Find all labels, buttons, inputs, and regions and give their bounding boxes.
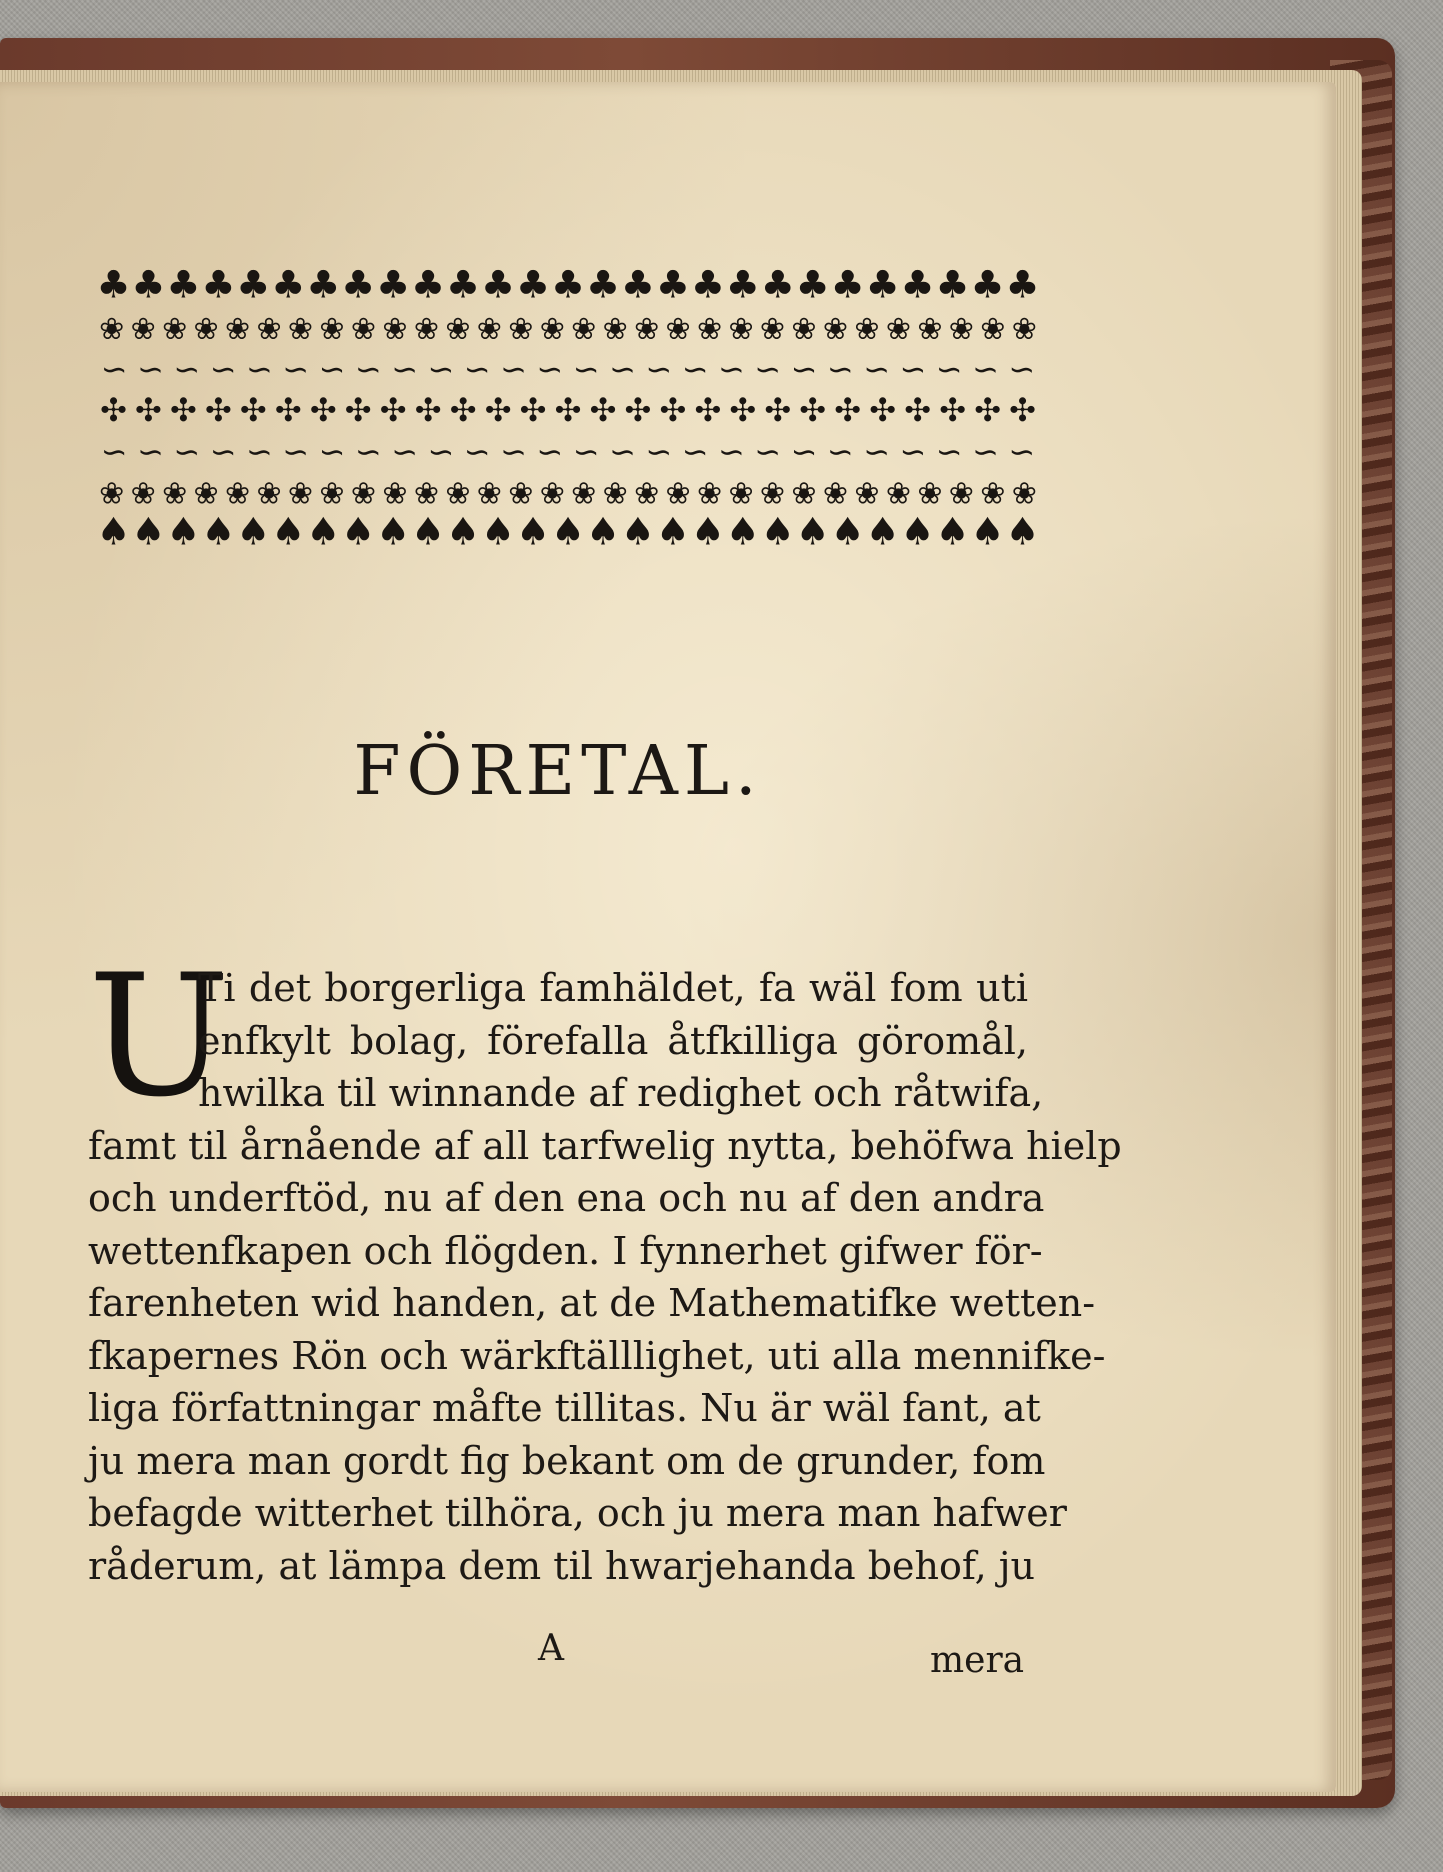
text-line: hwilka til winnande af redighet och råtwifa, (198, 1071, 1044, 1115)
fleuron-icon: ♠ (865, 509, 900, 552)
fleuron-icon: ❀ (413, 476, 439, 512)
fleuron-icon: ❀ (539, 476, 565, 512)
fleuron-icon: ❀ (287, 476, 314, 512)
fleuron-icon: ∽ (935, 432, 963, 471)
fleuron-icon: ❀ (917, 476, 943, 512)
fleuron-icon: ♠ (131, 509, 166, 552)
fleuron-icon: ✣ (589, 391, 617, 430)
fleuron-icon: ∽ (500, 350, 527, 388)
fleuron-icon: ∽ (972, 350, 999, 388)
fleuron-icon: ∽ (463, 350, 491, 388)
fleuron-icon: ❀ (571, 476, 597, 512)
drop-cap: U (88, 938, 230, 1134)
fleuron-icon: ❀ (791, 476, 817, 512)
fleuron-icon: ❀ (759, 311, 786, 347)
fleuron-icon: ❀ (665, 476, 691, 512)
text-line: befagde witterhet tilhöra, och ju mera man hafwer (88, 1491, 1067, 1535)
fleuron-icon: ❀ (382, 311, 408, 347)
fleuron-icon: ♠ (306, 509, 341, 552)
fleuron-icon: ❀ (350, 311, 377, 347)
fleuron-icon: ♠ (760, 509, 795, 552)
fleuron-icon: ✣ (694, 391, 722, 430)
text-line: fkapernes Rön och wärkftälllighet, uti alla mennifke- (88, 1333, 1106, 1378)
fleuron-icon: ∽ (137, 432, 164, 471)
fleuron-icon: ♠ (376, 509, 411, 552)
fleuron-icon: ❀ (193, 311, 219, 347)
fleuron-icon: ∽ (318, 432, 346, 471)
fleuron-icon: ✣ (169, 391, 197, 430)
text-line: och underftöd, nu af den ena och nu af den andra (88, 1176, 1045, 1220)
fleuron-icon: ∽ (717, 350, 745, 388)
fleuron-icon: ✣ (729, 391, 757, 430)
fleuron-icon: ♣ (236, 264, 271, 307)
fleuron-icon: ∽ (863, 432, 891, 471)
fleuron-icon: ∽ (100, 350, 128, 388)
fleuron-icon: ✣ (554, 391, 582, 430)
fleuron-icon: ∽ (935, 350, 963, 388)
fleuron-icon: ♣ (620, 264, 655, 307)
fleuron-icon: ✣ (764, 391, 792, 430)
fleuron-icon: ❀ (697, 311, 723, 347)
fleuron-icon: ❀ (980, 311, 1006, 347)
fleuron-icon: ✣ (939, 391, 967, 430)
fleuron-icon: ❀ (193, 476, 219, 512)
fleuron-icon: ♠ (481, 509, 516, 552)
fleuron-icon: ❀ (728, 311, 754, 347)
fleuron-icon: ∽ (100, 432, 128, 471)
fleuron-icon: ✣ (239, 391, 267, 430)
fleuron-icon: ♣ (481, 264, 516, 307)
fleuron-icon: ❀ (445, 311, 471, 347)
fleuron-icon: ♣ (585, 264, 621, 307)
text-line: famt til årnående af all tarfwelig nytta, behöfwa hielp (88, 1123, 1122, 1168)
fleuron-icon: ✣ (904, 391, 932, 430)
fleuron-icon: ∽ (245, 350, 273, 388)
fleuron-icon: ♠ (166, 509, 201, 552)
fleuron-icon: ∽ (209, 350, 237, 388)
fleuron-icon: ∽ (354, 350, 382, 388)
fleuron-icon: ∽ (754, 432, 782, 471)
fleuron-icon: ∽ (536, 432, 564, 471)
fleuron-icon: ∽ (1008, 350, 1036, 388)
fleuron-icon: ∽ (463, 432, 491, 471)
fleuron-icon: ♠ (655, 509, 690, 552)
fleuron-icon: ♣ (935, 264, 970, 307)
fleuron-icon: ♠ (585, 509, 621, 552)
fleuron-icon: ∽ (681, 350, 709, 388)
text-line: wettenfkapen och flögden. I fynnerhet gifwer för- (88, 1228, 1043, 1273)
fleuron-icon: ♣ (795, 264, 830, 307)
fleuron-icon: ❀ (225, 476, 251, 512)
fleuron-icon: ❀ (350, 476, 377, 512)
fleuron-icon: ✣ (484, 391, 512, 430)
fleuron-icon: ❀ (634, 476, 660, 512)
fleuron-icon: ✣ (379, 391, 407, 430)
fleuron-icon: ❀ (854, 476, 880, 512)
fleuron-icon: ❀ (508, 311, 534, 347)
fleuron-icon: ♠ (96, 509, 131, 552)
fleuron-icon: ❀ (99, 311, 125, 347)
fleuron-icon: ✣ (1009, 391, 1036, 430)
fleuron-icon: ∽ (500, 432, 527, 471)
fleuron-icon: ∽ (645, 432, 673, 471)
fleuron-icon: ♠ (271, 509, 306, 552)
fleuron-icon: ❀ (791, 311, 817, 347)
fleuron-icon: ♣ (341, 264, 376, 307)
fleuron-icon: ∽ (717, 432, 745, 471)
fleuron-icon: ❀ (822, 311, 849, 347)
fleuron-icon: ∽ (354, 432, 382, 471)
fleuron-icon: ♠ (550, 509, 586, 552)
text-line: enfkylt bolag, förefalla åtfkilliga göromål, (198, 1018, 1028, 1063)
fleuron-icon: ♣ (760, 264, 795, 307)
fleuron-icon: ❀ (602, 476, 628, 512)
fleuron-icon: ♣ (306, 264, 341, 307)
fleuron-icon: ♠ (515, 509, 551, 552)
fleuron-icon: ✣ (134, 391, 162, 430)
fleuron-icon: ✣ (344, 391, 372, 430)
fleuron-icon: ❀ (602, 311, 628, 347)
fleuron-icon: ✣ (659, 391, 687, 430)
fleuron-icon: ∽ (427, 432, 455, 471)
fleuron-icon: ∽ (609, 350, 636, 388)
fleuron-icon: ♣ (271, 264, 306, 307)
fleuron-icon: ∽ (790, 350, 818, 388)
fleuron-icon: ♠ (341, 509, 376, 552)
fleuron-icon: ✣ (414, 391, 442, 430)
fleuron-icon: ∽ (391, 432, 419, 471)
fleuron-icon: ♣ (131, 264, 166, 307)
fleuron-icon: ❀ (445, 476, 471, 512)
body-text (88, 938, 1122, 1592)
fleuron-icon: ❀ (854, 311, 880, 347)
fleuron-icon: ∽ (899, 432, 927, 471)
fleuron-icon: ❀ (980, 476, 1006, 512)
fleuron-icon: ❀ (759, 476, 786, 512)
page-title: FÖRETAL. (353, 732, 763, 811)
catchword: mera (930, 1640, 1025, 1681)
fleuron-icon: ✣ (974, 391, 1002, 430)
fleuron-icon: ∽ (609, 432, 636, 471)
fleuron-icon: ❀ (476, 476, 502, 512)
fleuron-icon: ❀ (1011, 476, 1037, 512)
fleuron-icon: ❀ (319, 311, 345, 347)
fleuron-icon: ❀ (256, 476, 282, 512)
fleuron-icon: ♠ (690, 509, 725, 552)
text-line: liga författningar måfte tillitas. Nu är wäl fant, at (88, 1386, 1041, 1430)
fleuron-icon: ✣ (274, 391, 302, 430)
fleuron-icon: ♣ (515, 264, 551, 307)
fleuron-icon: ❀ (476, 311, 502, 347)
fleuron-icon: ❀ (162, 476, 188, 512)
fleuron-icon: ∽ (209, 432, 237, 471)
fleuron-icon: ∽ (826, 432, 854, 471)
fleuron-icon: ♣ (166, 264, 201, 307)
fleuron-icon: ✣ (834, 391, 862, 430)
fleuron-icon: ❀ (319, 476, 345, 512)
fleuron-icon: ❀ (508, 476, 534, 512)
fleuron-icon: ❀ (130, 476, 156, 512)
fleuron-icon: ❀ (885, 476, 911, 512)
fleuron-icon: ∽ (245, 432, 273, 471)
fleuron-icon: ∽ (282, 350, 310, 388)
fleuron-icon: ❀ (256, 311, 282, 347)
fleuron-icon: ♣ (725, 264, 760, 307)
fleuron-icon: ❀ (287, 311, 314, 347)
fleuron-icon: ♣ (376, 264, 411, 307)
fleuron-icon: ❀ (948, 476, 974, 512)
fleuron-icon: ❀ (413, 311, 439, 347)
fleuron-icon: ♣ (900, 264, 935, 307)
fleuron-icon: ❀ (697, 476, 723, 512)
fleuron-icon: ♠ (795, 509, 830, 552)
fleuron-icon: ❀ (539, 311, 565, 347)
fleuron-icon: ❀ (382, 476, 408, 512)
fleuron-icon: ♣ (865, 264, 900, 307)
fleuron-icon: ∽ (391, 350, 419, 388)
fleuron-icon: ♣ (690, 264, 725, 307)
fleuron-icon: ♣ (830, 264, 865, 307)
fleuron-icon: ❀ (917, 311, 943, 347)
fleuron-icon: ∽ (754, 350, 782, 388)
fleuron-icon: ∽ (173, 350, 201, 388)
fleuron-icon: ❀ (162, 311, 188, 347)
fleuron-icon: ∽ (790, 432, 818, 471)
fleuron-icon: ♣ (411, 264, 446, 307)
fleuron-icon: ∽ (173, 432, 201, 471)
fleuron-icon: ♣ (550, 264, 586, 307)
fleuron-icon: ✣ (624, 391, 652, 430)
fleuron-icon: ❀ (728, 476, 754, 512)
fleuron-icon: ♣ (201, 264, 236, 307)
fleuron-icon: ✣ (449, 391, 477, 430)
fleuron-icon: ❀ (571, 311, 597, 347)
fleuron-icon: ❀ (822, 476, 849, 512)
fleuron-icon: ✣ (869, 391, 897, 430)
text-line: farenheten wid handen, at de Mathematifke wetten- (88, 1281, 1096, 1325)
fleuron-icon: ♠ (970, 509, 1005, 552)
fleuron-icon: ∽ (572, 432, 600, 471)
fleuron-icon: ✣ (309, 391, 337, 430)
fleuron-icon: ♠ (830, 509, 865, 552)
fleuron-icon: ❀ (1011, 311, 1037, 347)
fleuron-icon: ♠ (236, 509, 271, 552)
fleuron-icon: ∽ (282, 432, 310, 471)
fleuron-icon: ✣ (519, 391, 547, 430)
fleuron-icon: ♠ (1005, 509, 1040, 552)
fleuron-icon: ♠ (900, 509, 935, 552)
fleuron-icon: ♠ (935, 509, 970, 552)
fleuron-icon: ∽ (318, 350, 346, 388)
text-line: Ti det borgerliga famhäldet, fa wäl fom uti (198, 966, 1028, 1010)
fleuron-icon: ♠ (725, 509, 760, 552)
fleuron-icon: ❀ (225, 311, 251, 347)
fleuron-icon: ✣ (204, 391, 232, 430)
fleuron-icon: ∽ (972, 432, 999, 471)
fleuron-icon: ✣ (100, 391, 127, 430)
fleuron-icon: ♣ (970, 264, 1005, 307)
fleuron-headpiece-icon (96, 264, 1040, 552)
fleuron-icon: ∽ (899, 350, 927, 388)
fleuron-icon: ❀ (130, 311, 156, 347)
fleuron-icon: ♠ (446, 509, 481, 552)
signature-mark: A (538, 1628, 564, 1669)
fleuron-icon: ♣ (655, 264, 690, 307)
fleuron-icon: ♣ (1005, 264, 1040, 307)
fleuron-icon: ❀ (99, 476, 125, 512)
fleuron-icon: ♠ (620, 509, 655, 552)
fleuron-icon: ❀ (885, 311, 911, 347)
fleuron-icon: ∽ (863, 350, 891, 388)
fleuron-icon: ♠ (201, 509, 236, 552)
fleuron-icon: ∽ (645, 350, 673, 388)
fleuron-icon: ∽ (137, 350, 164, 388)
fleuron-icon: ♠ (411, 509, 446, 552)
book-page (0, 82, 1336, 1792)
text-line: ju mera man gordt fig bekant om de grunder, fom (88, 1438, 1046, 1483)
fleuron-icon: ❀ (634, 311, 660, 347)
fleuron-icon: ∽ (681, 432, 709, 471)
fleuron-icon: ❀ (948, 311, 974, 347)
fleuron-icon: ∽ (572, 350, 600, 388)
fleuron-icon: ❀ (665, 311, 691, 347)
text-line: råderum, at lämpa dem til hwarjehanda behof, ju (88, 1543, 1035, 1588)
fleuron-icon: ∽ (536, 350, 564, 388)
fleuron-icon: ♣ (96, 264, 131, 307)
fleuron-icon: ∽ (826, 350, 854, 388)
fleuron-icon: ∽ (1008, 432, 1036, 471)
fleuron-icon: ♣ (446, 264, 481, 307)
fleuron-icon: ∽ (427, 350, 455, 388)
fleuron-icon: ✣ (799, 391, 827, 430)
